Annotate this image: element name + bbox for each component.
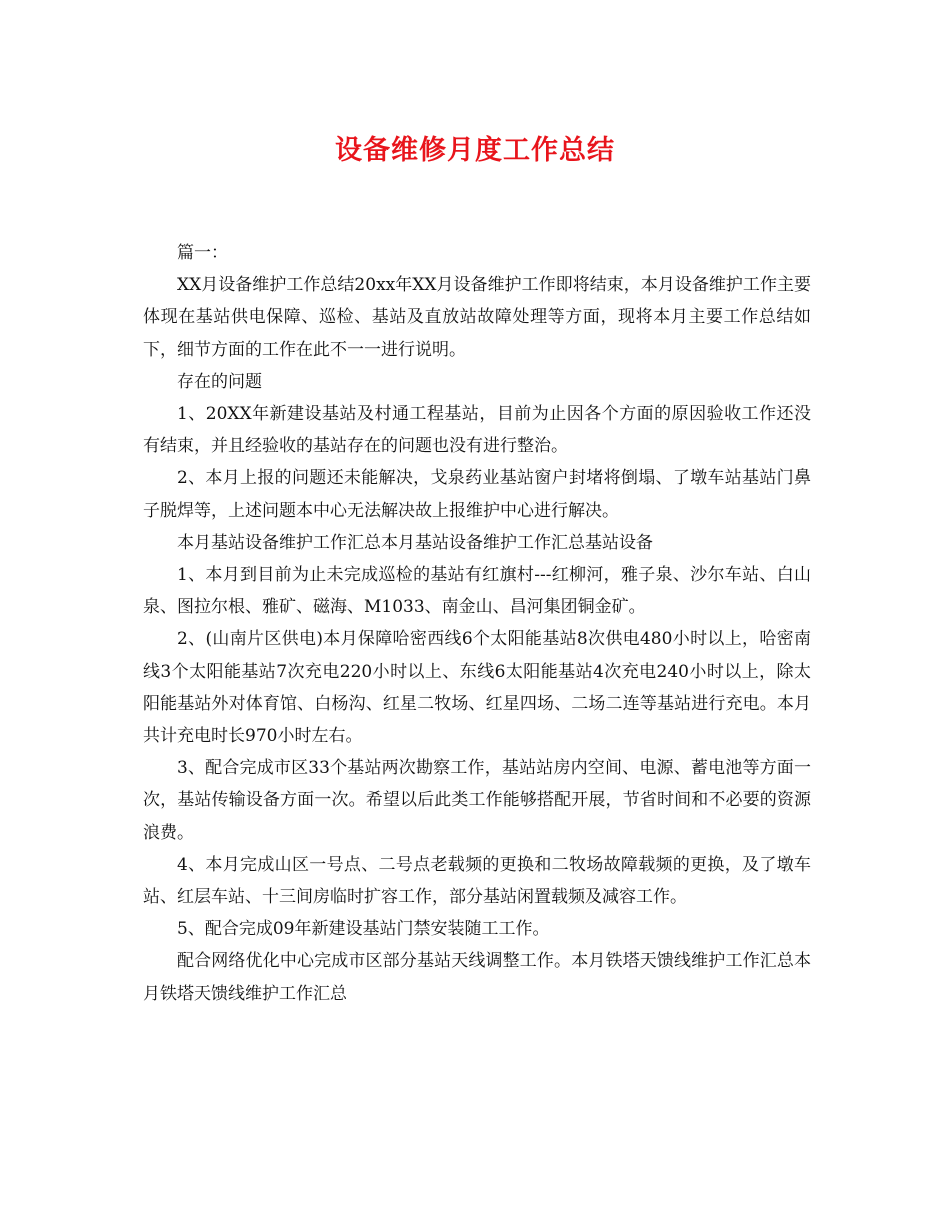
paragraph-problem-1: 1、20XX年新建设基站及村通工程基站，目前为止因各个方面的原因验收工作还没有结束，并且经验收的基站存在的问题也没有进行整治。 bbox=[143, 404, 811, 457]
paragraph-intro: XX月设备维护工作总结20xx年XX月设备维护工作即将结束，本月设备维护工作主要体现在基站供电保障、巡检、基站及直放站故障处理等方面，现将本月主要工作总结如下，细节方面的工作在此不一一进行说明。 bbox=[143, 275, 811, 360]
paragraph-item-2: 2、(山南片区供电)本月保障哈密西线6个太阳能基站8次供电480小时以上，哈密南线3个太阳能基站7次充电220小时以上、东线6太阳能基站4次充电240小时以上，除太阳能基站外对体育馆、白杨沟、红星二牧场、红星四场、二场二连等基站进行充电。本月共计充电时长970小时左右。 bbox=[143, 629, 811, 747]
paragraph-item-5: 5、配合完成09年新建设基站门禁安装随工工作。 bbox=[177, 919, 550, 940]
paragraph-problem-2: 2、本月上报的问题还未能解决，戈泉药业基站窗户封堵将倒塌、了墩车站基站门鼻子脱焊等，上述问题本中心无法解决故上报维护中心进行解决。 bbox=[143, 468, 811, 521]
paragraph-section-problems: 存在的问题 bbox=[177, 371, 262, 392]
document-body bbox=[143, 237, 811, 1010]
paragraph-heading-part-one: 篇一： bbox=[177, 243, 228, 263]
paragraph-item-3: 3、配合完成市区33个基站两次勘察工作，基站站房内空间、电源、蓄电池等方面一次，基站传输设备方面一次。希望以后此类工作能够搭配开展，节省时间和不必要的资源浪费。 bbox=[143, 758, 811, 843]
paragraph-item-1: 1、本月到目前为止未完成巡检的基站有红旗村---红柳河，雅子泉、沙尔车站、白山泉、图拉尔根、雅矿、磁海、M1033、南金山、昌河集团铜金矿。 bbox=[143, 565, 811, 618]
paragraph-section-summary: 本月基站设备维护工作汇总本月基站设备维护工作汇总基站设备 bbox=[177, 532, 653, 553]
paragraph-item-4: 4、本月完成山区一号点、二号点老载频的更换和二牧场故障载频的更换，及了墩车站、红层车站、十三间房临时扩容工作，部分基站闲置载频及减容工作。 bbox=[143, 854, 811, 908]
paragraph-network-optimization: 配合网络优化中心完成市区部分基站天线调整工作。本月铁塔天馈线维护工作汇总本月铁塔天馈线维护工作汇总 bbox=[143, 951, 811, 1004]
document-title: 设备维修月度工作总结 bbox=[335, 135, 615, 166]
